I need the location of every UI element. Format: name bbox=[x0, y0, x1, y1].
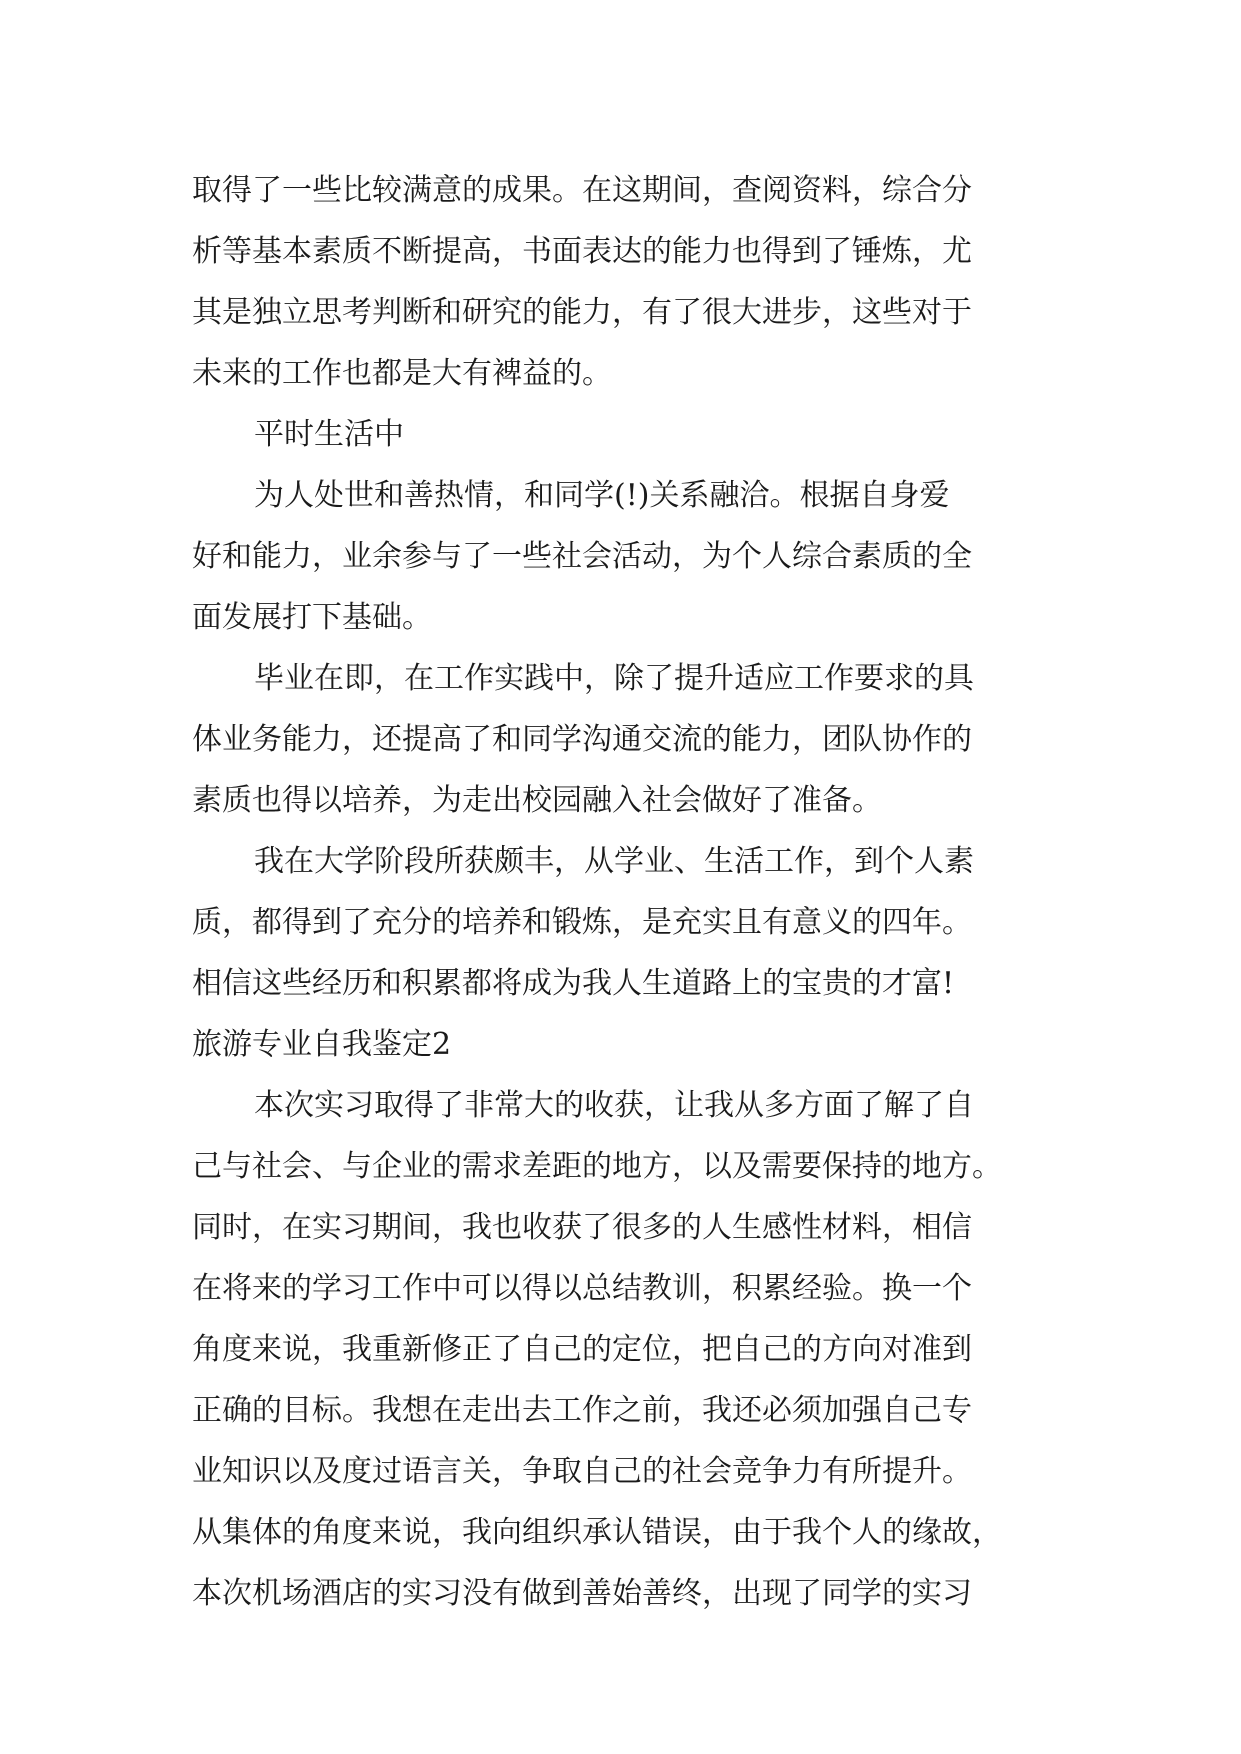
document-body bbox=[192, 160, 1052, 1624]
text-line: 其是独立思考判断和研究的能力，有了很大进步，这些对于 bbox=[192, 295, 972, 330]
text-line: 取得了一些比较满意的成果。在这期间，查阅资料，综合分 bbox=[192, 173, 972, 208]
text-line: 素质也得以培养，为走出校园融入社会做好了准备。 bbox=[192, 783, 882, 818]
text-line: 质，都得到了充分的培养和锻炼，是充实且有意义的四年。 bbox=[192, 905, 972, 940]
text-line: 本次机场酒店的实习没有做到善始善终，出现了同学的实习 bbox=[192, 1576, 972, 1611]
document-title: 旅游专业自我鉴定2 bbox=[192, 1027, 452, 1062]
text-line: 在将来的学习工作中可以得以总结教训，积累经验。换一个 bbox=[192, 1271, 972, 1306]
paragraph-start: 本次实习取得了非常大的收获，让我从多方面了解了自 bbox=[254, 1088, 974, 1123]
section-heading: 平时生活中 bbox=[254, 417, 404, 452]
text-line: 体业务能力，还提高了和同学沟通交流的能力，团队协作的 bbox=[192, 722, 972, 757]
text-line: 业知识以及度过语言关，争取自己的社会竞争力有所提升。 bbox=[192, 1454, 972, 1489]
text-line: 同时，在实习期间，我也收获了很多的人生感性材料，相信 bbox=[192, 1210, 972, 1245]
text-line: 面发展打下基础。 bbox=[192, 600, 432, 635]
text-line: 未来的工作也都是大有裨益的。 bbox=[192, 356, 612, 391]
paragraph-start: 毕业在即，在工作实践中，除了提升适应工作要求的具 bbox=[254, 661, 974, 696]
paragraph-start: 为人处世和善热情，和同学(!)关系融洽。根据自身爱 bbox=[254, 478, 950, 513]
text-line: 角度来说，我重新修正了自己的定位，把自己的方向对准到 bbox=[192, 1332, 972, 1367]
text-line: 从集体的角度来说，我向组织承认错误，由于我个人的缘故， bbox=[192, 1515, 1002, 1550]
text-line: 相信这些经历和积累都将成为我人生道路上的宝贵的才富! bbox=[192, 966, 955, 1001]
text-line: 己与社会、与企业的需求差距的地方，以及需要保持的地方。 bbox=[192, 1149, 1002, 1184]
text-line: 正确的目标。我想在走出去工作之前，我还必须加强自己专 bbox=[192, 1393, 972, 1428]
text-line: 析等基本素质不断提高，书面表达的能力也得到了锤炼，尤 bbox=[192, 234, 972, 269]
paragraph-start: 我在大学阶段所获颇丰，从学业、生活工作，到个人素 bbox=[254, 844, 974, 879]
text-line: 好和能力，业余参与了一些社会活动，为个人综合素质的全 bbox=[192, 539, 972, 574]
